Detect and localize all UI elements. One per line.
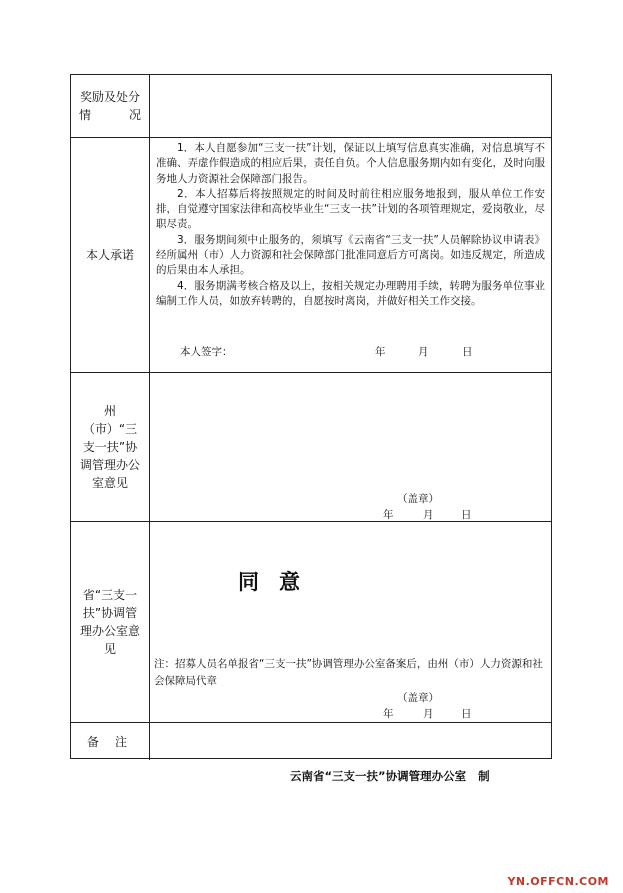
promise-month-label: 月	[418, 346, 429, 358]
promise-paragraph-2: 2．本人招募后将按照规定的时间及时前往相应服务地报到，服从单位工作安排，自觉遵守国家法律和高校毕业生“三支一扶”计划的各项管理规定，爱岗敬业，尽职尽责。	[156, 187, 545, 231]
prefecture-opinion-label: 州（市）“三支一扶”协调管理办公室意见	[71, 373, 150, 521]
awards-field[interactable]	[150, 75, 551, 137]
promise-paragraph-1: 1．本人自愿参加“三支一扶”计划，保证以上填写信息真实准确，对信息填写不准确、弄虚作假造成的相应后果，责任自负。个人信息服务期内如有变化，及时向服务地人力资源社会保障部门报告。	[156, 142, 545, 185]
prefecture-opinion-row	[71, 373, 551, 522]
remarks-field[interactable]	[150, 723, 551, 760]
promise-day-label: 日	[462, 346, 473, 358]
province-opinion-label: 省“三支一扶”协调管理办公室意见	[71, 522, 150, 722]
awards-label	[71, 75, 150, 137]
prefecture-month-label: 月	[423, 509, 434, 521]
remarks-label: 备注	[71, 723, 150, 760]
province-note: 注：招募人员名单报省“三支一扶”协调管理办公室备案后，由州（市）人力资源和社会保障局代章	[154, 658, 543, 687]
issuer-footer: 云南省“三支一扶”协调管理办公室 制	[290, 769, 490, 783]
registration-form-table	[70, 74, 552, 759]
prefecture-opinion-field[interactable]	[150, 373, 551, 521]
promise-year-label: 年	[375, 346, 386, 358]
province-year-label: 年	[383, 708, 394, 720]
promise-content	[150, 138, 551, 372]
province-opinion-field[interactable]	[150, 522, 551, 722]
province-opinion-row	[71, 522, 551, 723]
site-watermark: YN.OFFCN.COM	[507, 875, 609, 888]
awards-label-line1: 奖励及处分	[79, 90, 140, 104]
prefecture-stamp-label: （盖章）	[397, 493, 439, 505]
prefecture-day-label: 日	[461, 509, 472, 521]
remarks-row	[71, 723, 551, 760]
promise-label: 本人承诺	[71, 138, 150, 372]
province-month-label: 月	[423, 708, 434, 720]
promise-paragraph-3: 3．服务期间须中止服务的，须填写《云南省“三支一扶”人员解除协议申请表》经所属州（市）人力资源和社会保障部门批准同意后方可离岗。如违反规定，所造成的后果由本人承担。	[156, 233, 545, 277]
prefecture-year-label: 年	[383, 509, 394, 521]
province-stamp-label: （盖章）	[397, 692, 439, 704]
awards-label-line2: 情况	[79, 108, 141, 122]
promise-paragraph-4: 4．服务期满考核合格及以上，按相关规定办理聘用手续，转聘为服务单位事业编制工作人员，如放弃转聘的，自愿按时离岗，并做好相关工作交接。	[156, 279, 545, 307]
agree-text: 同意	[238, 570, 320, 594]
signature-label: 本人签字：	[180, 346, 233, 358]
promise-text	[156, 141, 545, 309]
promise-row	[71, 138, 551, 373]
awards-row	[71, 75, 551, 138]
province-day-label: 日	[461, 708, 472, 720]
